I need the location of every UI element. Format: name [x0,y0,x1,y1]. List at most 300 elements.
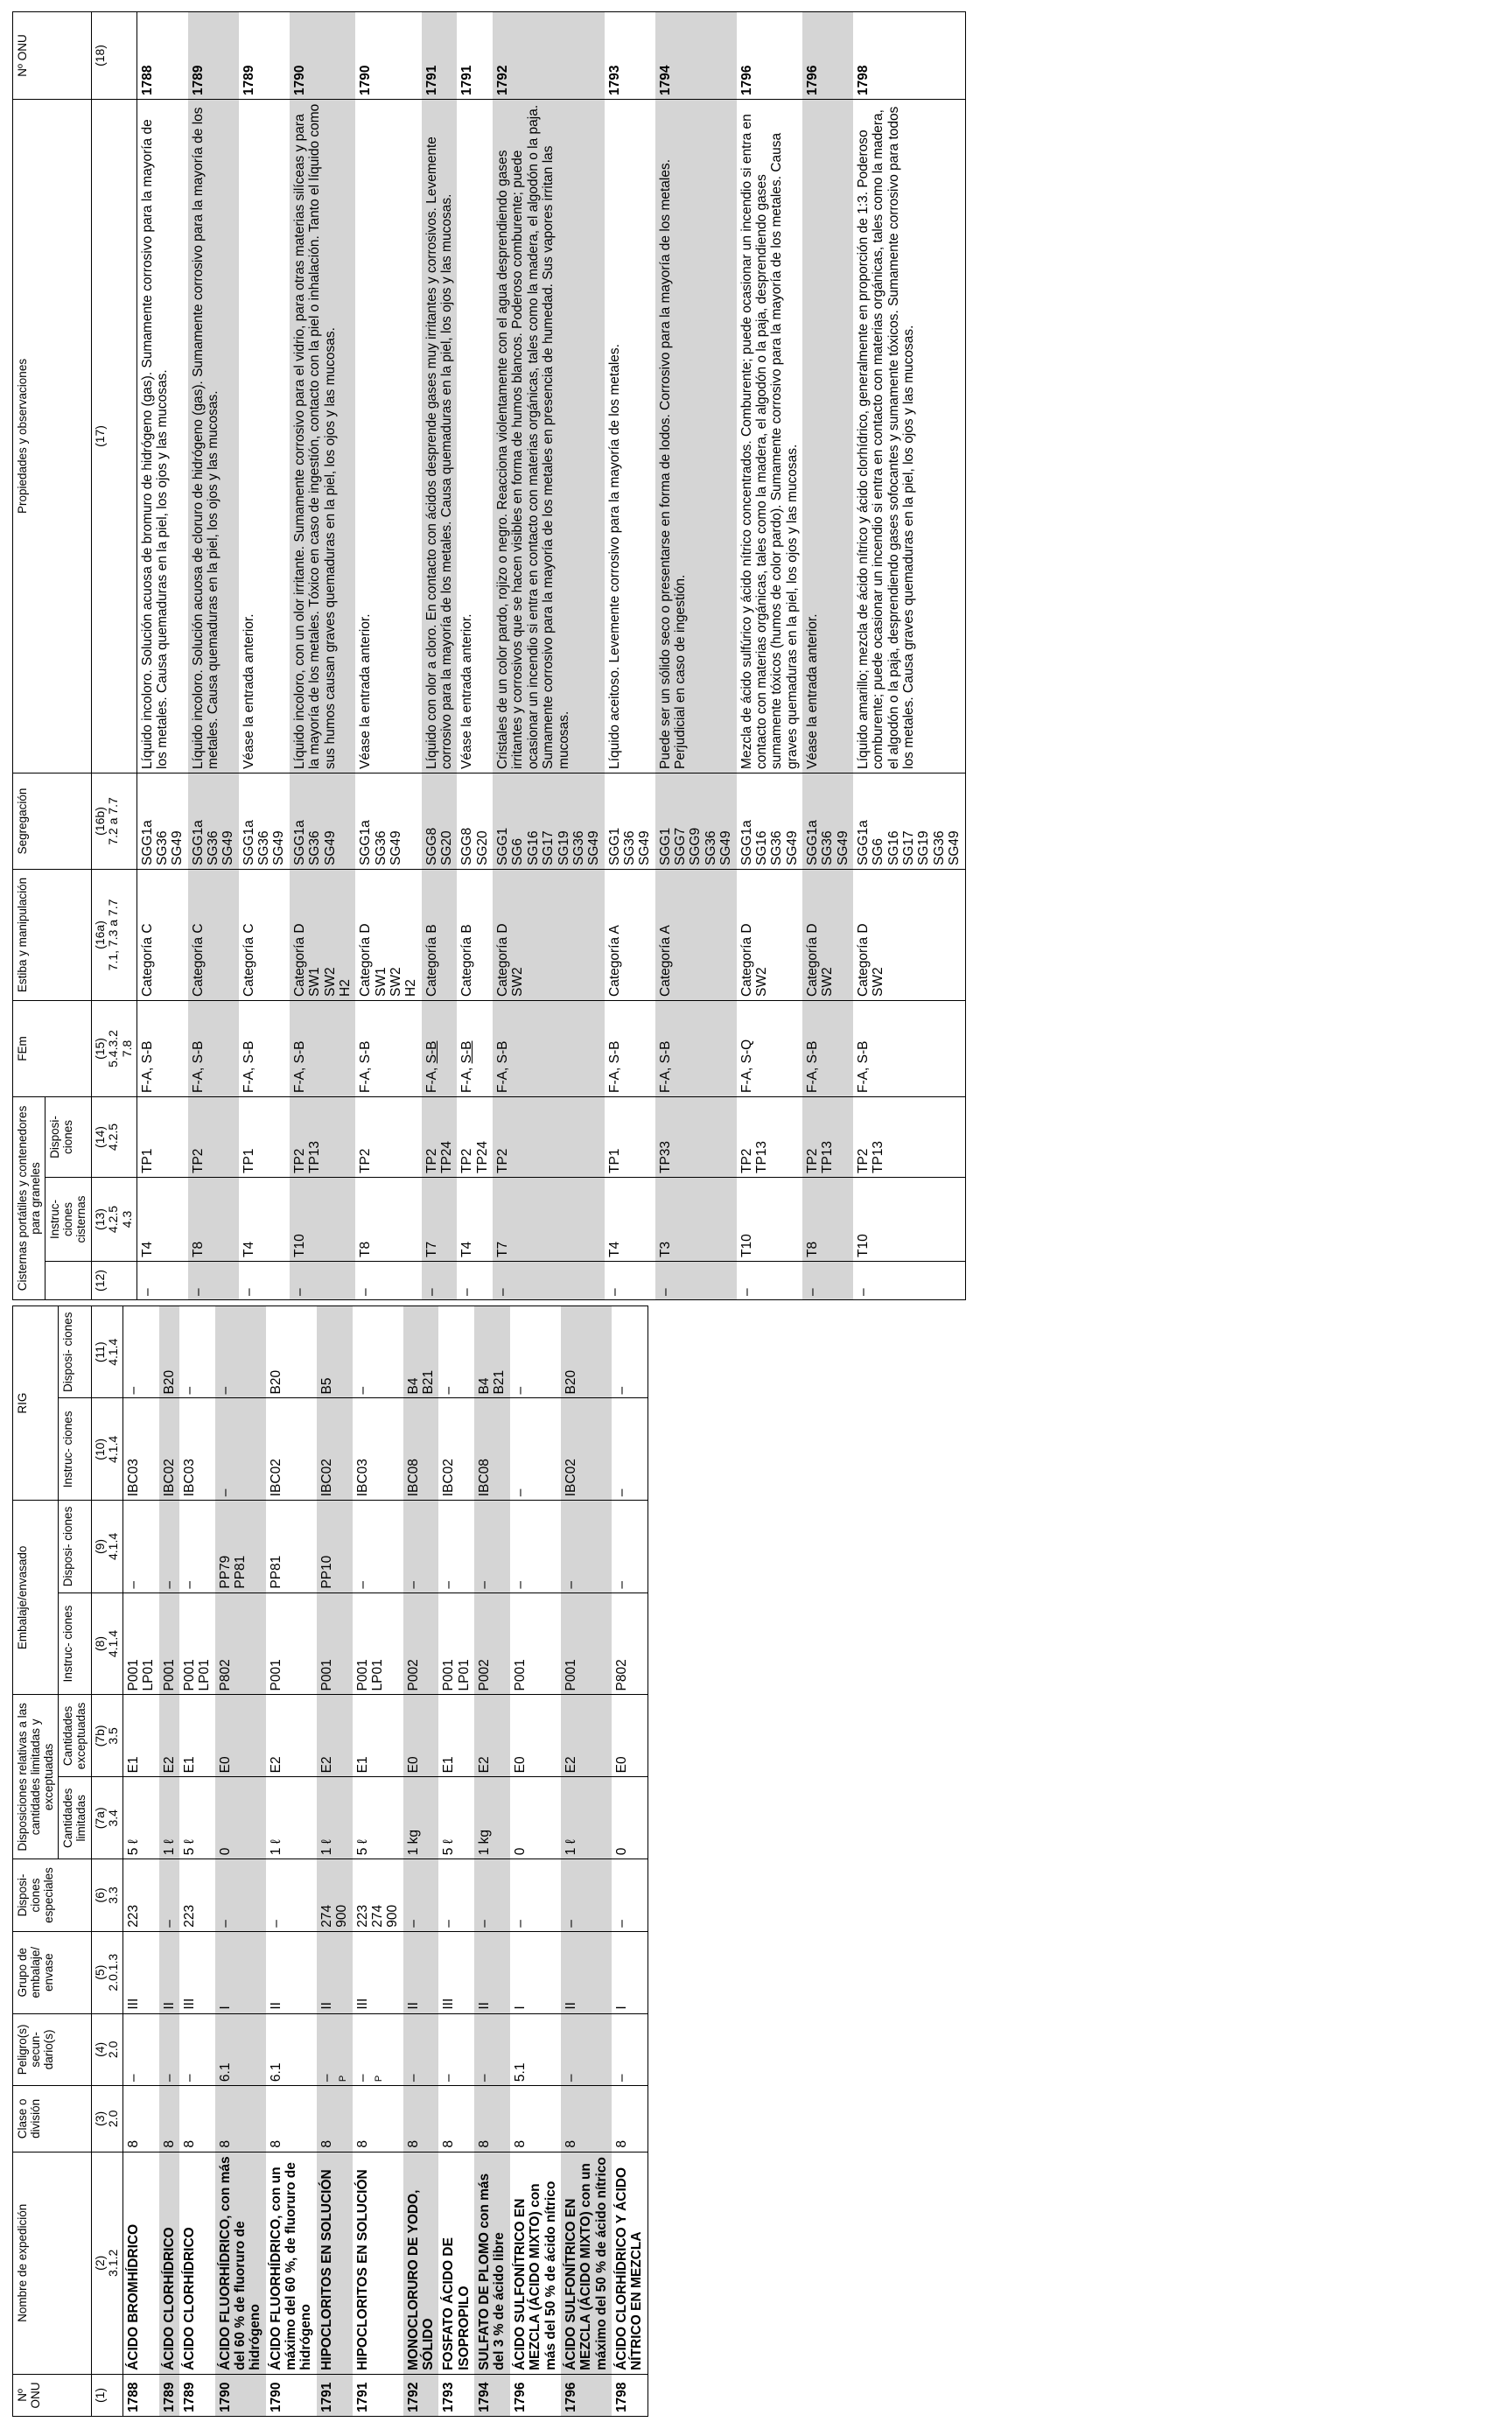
special-provisions: – [215,1859,266,1931]
ibc-instruction: – [215,1398,266,1501]
properties: Véase la entrada anterior. [457,99,493,773]
ems: F-A, S-B [853,1000,965,1096]
ibc-instruction: – [510,1398,561,1501]
limited-quantity: 5 ℓ [122,1777,158,1859]
stowage: Categoría D SW1 SW2 H2 [290,869,355,1000]
column-number: (13) 4.2.5 4.3 [91,1178,136,1262]
header-ibc-instructions: Instruc- ciones [59,1398,91,1501]
packing-provision: PP10 [317,1501,353,1592]
packing-instruction: P802 [612,1592,648,1695]
right-table-header [13,11,137,1299]
shipping-name: MONOCLORURO DE YODO, SÓLIDO [403,2152,439,2374]
properties: Véase la entrada anterior. [239,99,290,773]
packing-instruction: P001 LP01 [438,1592,474,1695]
ibc-instruction: IBC02 [317,1398,353,1501]
ems-code: S-B [606,1040,622,1064]
un-number-right: 1792 [493,11,605,99]
class: 8 [403,2086,439,2152]
un-number-right: 1791 [457,11,493,99]
segregation: SGG1 SGG7 SGG9 SG36 SG49 [655,773,737,869]
tank-provision: TP2 [188,1096,239,1177]
tank-instruction: T4 [457,1178,493,1262]
ems: F-A, S-B [493,1000,605,1096]
table-row [457,11,493,1299]
ems-code: S-B [190,1040,206,1064]
ibc-provision: – [179,1306,215,1398]
tank-instruction: T3 [655,1178,737,1262]
column-number: (15) 5.4.3.2 7.8 [91,1000,136,1096]
limited-quantity: 1 ℓ [266,1777,317,1859]
packing-group: I [510,1931,561,2013]
tank-provision: TP1 [136,1096,188,1177]
header-limited-quantities: Cantidades limitadas [59,1777,91,1859]
tank-provision: TP2 TP13 [737,1096,802,1177]
ems: F-A, S-B [188,1000,239,1096]
subsidiary-risk: 6.1 [266,2013,317,2085]
packing-provision: PP79 PP81 [215,1501,266,1592]
class: 8 [510,2086,561,2152]
packing-group: II [317,1931,353,2013]
col12: – [655,1262,737,1300]
properties: Líquido aceitoso. Levemente corrosivo para la mayoría de los metales. [605,99,655,773]
limited-quantity: 1 ℓ [159,1777,179,1859]
special-provisions: – [159,1859,179,1931]
packing-instruction: P001 [266,1592,317,1695]
tank-provision: TP2 TP24 [422,1096,458,1177]
ibc-provision: B20 [266,1306,317,1398]
packing-provision: – [561,1501,612,1592]
table-row [188,11,239,1299]
special-provisions: – [266,1859,317,1931]
tank-instruction: T8 [188,1178,239,1262]
special-provisions: – [438,1859,474,1931]
packing-instruction: P802 [215,1592,266,1695]
ibc-provision: B4 B21 [403,1306,439,1398]
special-provisions: – [403,1859,439,1931]
limited-quantity: 0 [510,1777,561,1859]
column-number: (5) 2.0.1.3 [91,1931,122,2013]
ibc-instruction: – [612,1398,648,1501]
ems: F-A, S-B [136,1000,188,1096]
shipping-name: ÁCIDO SULFONÍTRICO EN MEZCLA (ÁCIDO MIXTO) con más del 50 % de ácido nítrico [510,2152,561,2374]
col12: – [605,1262,655,1300]
limited-quantity: 5 ℓ [438,1777,474,1859]
shipping-name: ÁCIDO CLORHÍDRICO Y ÁCIDO NÍTRICO EN MEZCLA [612,2152,648,2374]
right-dangerous-goods-table [12,11,966,1300]
tank-provision: TP2 [493,1096,605,1177]
un-number-right: 1790 [355,11,421,99]
class: 8 [438,2086,474,2152]
ibc-provision: – [122,1306,158,1398]
table-row [655,11,737,1299]
ibc-instruction: IBC02 [266,1398,317,1501]
column-number: (7b) 3.5 [91,1695,122,1777]
limited-quantity: 1 ℓ [317,1777,353,1859]
column-number: (4) 2.0 [91,2013,122,2085]
packing-group: III [122,1931,158,2013]
stowage: Categoría C [239,869,290,1000]
shipping-name: ÁCIDO BROMHÍDRICO [122,2152,158,2374]
col12: – [422,1262,458,1300]
properties: Líquido incoloro. Solución acuosa de bromuro de hidrógeno (gas). Sumamente corrosivo para la mayoría de los metales. Causa quemaduras en la piel, los ojos y las mucosas. [136,99,188,773]
header-lq-group: Disposiciones relativas a las cantidades limitadas y exceptuadas [13,1695,59,1859]
segregation: SGG1a SG36 SG49 [802,773,853,869]
header-ibc: RIG [13,1306,59,1501]
packing-group: III [438,1931,474,2013]
packing-provision: – [353,1501,403,1592]
properties: Líquido con olor a cloro. En contacto con ácidos desprende gases muy irritantes y corrosivos. Levemente corrosivo para la mayoría de los metales. Causa quemaduras en la piel, los ojos y las mucosas. [422,99,458,773]
ibc-instruction: IBC08 [474,1398,510,1501]
shipping-name: ÁCIDO SULFONÍTRICO EN MEZCLA (ÁCIDO MIXTO) con un máximo del 50 % de ácido nítrico [561,2152,612,2374]
packing-group: II [474,1931,510,2013]
ems-code: S-B [459,1040,475,1064]
un-number-right: 1788 [136,11,188,99]
packing-provision: – [474,1501,510,1592]
un-number: 1794 [474,2374,510,2416]
segregation: SGG1a SG36 SG49 [355,773,421,869]
class: 8 [561,2086,612,2152]
excepted-quantity: E1 [353,1695,403,1777]
tank-provision: TP33 [655,1096,737,1177]
ems: F-A, S-B [655,1000,737,1096]
un-number: 1798 [612,2374,648,2416]
table-row [239,11,290,1299]
stowage: Categoría D SW2 [802,869,853,1000]
table-row [136,11,188,1299]
subsidiary-risk: – [403,2013,439,2085]
special-provisions: – [510,1859,561,1931]
packing-instruction: P001 LP01 [179,1592,215,1695]
ibc-instruction: IBC08 [403,1398,439,1501]
ibc-provision: – [353,1306,403,1398]
stowage: Categoría A [655,869,737,1000]
column-number: (11) 4.1.4 [91,1306,122,1398]
ems: F-A, S-B [605,1000,655,1096]
header-name: Nombre de expedición [13,2152,92,2374]
ibc-instruction: IBC03 [179,1398,215,1501]
segregation: SGG1a SG16 SG36 SG49 [737,773,802,869]
tank-instruction: T10 [853,1178,965,1262]
left-dangerous-goods-table [12,1306,648,2417]
marine-pollutant-mark: P [338,2075,349,2082]
tank-provision: TP2 TP13 [290,1096,355,1177]
header-excepted-quantities: Cantidades exceptuadas [59,1695,91,1777]
segregation: SGG1 SG6 SG16 SG17 SG19 SG36 SG49 [493,773,605,869]
column-number: (14) 4.2.5 [91,1096,136,1177]
un-number: 1790 [215,2374,266,2416]
tank-instruction: T4 [136,1178,188,1262]
un-number-right: 1794 [655,11,737,99]
ems: F-A, S-B [422,1000,458,1096]
packing-provision: – [612,1501,648,1592]
segregation: SGG1a SG36 SG49 [136,773,188,869]
shipping-name: ÁCIDO CLORHÍDRICO [159,2152,179,2374]
excepted-quantity: E1 [122,1695,158,1777]
header-special-provisions: Disposi- ciones especiales [13,1859,92,1931]
table-row [353,1306,403,2417]
class: 8 [353,2086,403,2152]
packing-provision: – [159,1501,179,1592]
table-row [122,1306,158,2417]
ems-code: S-B [358,1040,374,1064]
header-tank-provisions: Disposi- ciones [46,1096,91,1177]
column-number: (16b) 7.2 a 7.7 [91,773,136,869]
un-number-right: 1793 [605,11,655,99]
un-number-right: 1791 [422,11,458,99]
ibc-provision: B20 [159,1306,179,1398]
special-provisions: 223 274 900 [353,1859,403,1931]
tank-provision: TP2 TP13 [802,1096,853,1177]
packing-instruction: P002 [474,1592,510,1695]
un-number-right: 1789 [188,11,239,99]
tank-instruction: T10 [290,1178,355,1262]
shipping-name: FOSFATO ÁCIDO DE ISOPROPILO [438,2152,474,2374]
header-ibc-provisions: Disposi- ciones [59,1306,91,1398]
header-un: Nº ONU [13,2374,92,2416]
ems-code: S-B [424,1040,439,1064]
col12: – [136,1262,188,1300]
excepted-quantity: E2 [317,1695,353,1777]
packing-provision: – [510,1501,561,1592]
un-number: 1796 [510,2374,561,2416]
class: 8 [179,2086,215,2152]
tank-provision: TP1 [239,1096,290,1177]
table-row [853,11,965,1299]
tank-instruction: T7 [493,1178,605,1262]
segregation: SGG1a SG6 SG16 SG17 SG19 SG36 SG49 [853,773,965,869]
stowage: Categoría D SW2 [737,869,802,1000]
table-row [317,1306,353,2417]
stowage: Categoría D SW2 [493,869,605,1000]
tank-provision: TP1 [605,1096,655,1177]
tank-instruction: T4 [605,1178,655,1262]
class: 8 [266,2086,317,2152]
tank-provision: TP2 [355,1096,421,1177]
limited-quantity: 0 [215,1777,266,1859]
header-un-right: Nº ONU [13,11,92,99]
ems-code: S-B [291,1040,307,1064]
limited-quantity: 1 kg [403,1777,439,1859]
header-properties: Propiedades y observaciones [13,99,92,773]
stowage: Categoría B [422,869,458,1000]
class: 8 [215,2086,266,2152]
tank-instruction: T10 [737,1178,802,1262]
header-stowage: Estiba y manipulación [13,869,92,1000]
header-col12 [46,1262,91,1300]
packing-group: II [266,1931,317,2013]
table-row [474,1306,510,2417]
ibc-provision: B5 [317,1306,353,1398]
tank-instruction: T4 [239,1178,290,1262]
excepted-quantity: E1 [438,1695,474,1777]
header-class: Clase o división [13,2086,92,2152]
right-column-numbers [91,11,136,1299]
table-row [802,11,853,1299]
ibc-instruction: IBC03 [353,1398,403,1501]
ibc-provision: B4 B21 [474,1306,510,1398]
un-number: 1792 [403,2374,439,2416]
ibc-provision: B20 [561,1306,612,1398]
header-tank-instructions: Instruc- ciones cisternas [46,1178,91,1262]
un-number: 1789 [179,2374,215,2416]
column-number: (1) [91,2374,122,2416]
column-number: (12) [91,1262,136,1300]
ibc-instruction: IBC03 [122,1398,158,1501]
col12: – [737,1262,802,1300]
tank-instruction: T8 [355,1178,421,1262]
ems: F-A, S-B [457,1000,493,1096]
excepted-quantity: E2 [159,1695,179,1777]
packing-provision: – [403,1501,439,1592]
properties: Líquido amarillo; mezcla de ácido nítrico y ácido clorhídrico, generalmente en proporción de 1:3. Poderoso comburente; puede ocasionar un incendio si entra en contacto con materias orgánicas, tales como la madera, el algodón o la paja, desprendiendo gases sofocantes y sumamente tóxicos. Sumamente corrosivo para todos los metales. Causa graves quemaduras en la piel, los ojos y las mucosas. [853,99,965,773]
class: 8 [159,2086,179,2152]
column-number: (6) 3.3 [91,1859,122,1931]
class: 8 [317,2086,353,2152]
segregation: SGG1 SG36 SG49 [605,773,655,869]
table-row [159,1306,179,2417]
stowage: Categoría C [136,869,188,1000]
properties: Mezcla de ácido sulfúrico y ácido nítrico concentrados. Comburente; puede ocasionar un incendio si entra en contacto con materias orgánicas, tales como la madera, el algodón o la paja, desprendiendo gases sumamente tóxicos (humos de color pardo). Sumamente corrosivo para la mayoría de los metales. Causa graves quemaduras en la piel, los ojos y las mucosas. [737,99,802,773]
properties: Puede ser un sólido seco o presentarse en forma de lodos. Corrosivo para la mayoría de los metales. Perjudicial en caso de ingestión. [655,99,737,773]
table-row [266,1306,317,2417]
excepted-quantity: E0 [612,1695,648,1777]
table-row [179,1306,215,2417]
stowage: Categoría C [188,869,239,1000]
limited-quantity: 0 [612,1777,648,1859]
segregation: SGG8 SG20 [457,773,493,869]
column-number: (8) 4.1.4 [91,1592,122,1695]
header-packing: Embalaje/envasado [13,1501,59,1695]
col12: – [802,1262,853,1300]
special-provisions: 223 [122,1859,158,1931]
excepted-quantity: E0 [403,1695,439,1777]
subsidiary-risk: 6.1 [215,2013,266,2085]
header-segregation: Segregación [13,773,92,869]
excepted-quantity: E2 [561,1695,612,1777]
shipping-name: SULFATO DE PLOMO con más del 3 % de ácido libre [474,2152,510,2374]
subsidiary-risk: – [474,2013,510,2085]
table-row [605,11,655,1299]
column-number: (17) [91,99,136,773]
tank-instruction: T7 [422,1178,458,1262]
special-provisions: – [612,1859,648,1931]
packing-instruction: P001 [561,1592,612,1695]
limited-quantity: 5 ℓ [179,1777,215,1859]
shipping-name: HIPOCLORITOS EN SOLUCIÓN [353,2152,403,2374]
col12: – [457,1262,493,1300]
un-number-right: 1798 [853,11,965,99]
stowage: Categoría A [605,869,655,1000]
packing-provision: – [438,1501,474,1592]
stowage: Categoría D SW1 SW2 H2 [355,869,421,1000]
header-subsidiary: Peligro(s) secun- dario(s) [13,2013,92,2085]
column-number: (7a) 3.4 [91,1777,122,1859]
packing-provision: PP81 [266,1501,317,1592]
excepted-quantity: E0 [510,1695,561,1777]
shipping-name: ÁCIDO CLORHÍDRICO [179,2152,215,2374]
un-number: 1793 [438,2374,474,2416]
class: 8 [474,2086,510,2152]
ems: F-A, S-B [239,1000,290,1096]
left-table-header [13,1306,123,2417]
table-row [438,1306,474,2417]
properties: Líquido incoloro. Solución acuosa de cloruro de hidrógeno (gas). Sumamente corrosivo para la mayoría de los metales. Causa quemaduras en la piel, los ojos y las mucosas. [188,99,239,773]
table-row [215,1306,266,2417]
ibc-instruction: IBC02 [438,1398,474,1501]
ems: F-A, S-B [290,1000,355,1096]
segregation: SGG1a SG36 SG49 [188,773,239,869]
un-number-right: 1790 [290,11,355,99]
limited-quantity: 1 kg [474,1777,510,1859]
table-row [612,1306,648,2417]
ibc-provision: – [215,1306,266,1398]
header-packing-provisions: Disposi- ciones [59,1501,91,1592]
header-tanks-group: Cisternas portátiles y contenedores para graneles [13,1096,46,1299]
packing-group: II [561,1931,612,2013]
table-row [422,11,458,1299]
ibc-instruction: IBC02 [159,1398,179,1501]
col12: – [290,1262,355,1300]
ems-code: S-B [804,1040,820,1064]
subsidiary-risk: – [612,2013,648,2085]
subsidiary-risk: – [179,2013,215,2085]
header-packing-group: Grupo de embalaje/ envase [13,1931,92,2013]
excepted-quantity: E0 [215,1695,266,1777]
properties: Líquido incoloro, con un olor irritante. Sumamente corrosivo para el vidrio, para otras materias silíceas y para la mayoría de los metales. Tóxico en caso de ingestión, contacto con la piel o inhalación. Tanto el líquido como sus humos causan graves quemaduras en la piel, los ojos y las mucosas. [290,99,355,773]
packing-group: III [179,1931,215,2013]
table-row [737,11,802,1299]
un-number: 1790 [266,2374,317,2416]
special-provisions: 274 900 [317,1859,353,1931]
ibc-provision: – [510,1306,561,1398]
left-table-body [122,1306,648,2417]
ems-code: S-B [657,1040,673,1064]
properties: Véase la entrada anterior. [802,99,853,773]
right-table-body [136,11,965,1299]
ems: F-A, S-B [802,1000,853,1096]
un-number: 1791 [353,2374,403,2416]
subsidiary-risk: – [438,2013,474,2085]
packing-group: I [612,1931,648,2013]
col12: – [239,1262,290,1300]
tank-provision: TP2 TP24 [457,1096,493,1177]
packing-instruction: P002 [403,1592,439,1695]
special-provisions: – [561,1859,612,1931]
ems-code: S-B [856,1040,872,1064]
shipping-name: ÁCIDO FLUORHÍDRICO, con un máximo del 60 %, de fluoruro de hidrógeno [266,2152,317,2374]
ibc-provision: – [438,1306,474,1398]
ems-code: S-B [139,1040,155,1064]
ems-code: S-B [241,1040,256,1064]
subsidiary-risk: – [561,2013,612,2085]
shipping-name: ÁCIDO FLUORHÍDRICO, con más del 60 % de fluoruro de hidrógeno [215,2152,266,2374]
segregation: SGG1a SG36 SG49 [290,773,355,869]
properties: Cristales de un color pardo, rojizo o negro. Reacciona violentamente con el agua desprendiendo gases irritantes y corrosivos que se hacen visibles en forma de humos blancos. Poderoso comburente; puede ocasionar un incendio si entra en contacto con materias orgánicas, tales como la madera, el algodón o la paja. Sumamente corrosivo para la mayoría de los metales en presencia de humedad. Sus vapores irritan las mucosas. [493,99,605,773]
table-row [403,1306,439,2417]
column-number: (9) 4.1.4 [91,1501,122,1592]
col12: – [355,1262,421,1300]
un-number: 1791 [317,2374,353,2416]
limited-quantity: 5 ℓ [353,1777,403,1859]
left-column-numbers [91,1306,122,2417]
packing-provision: – [179,1501,215,1592]
subsidiary-risk: – P [317,2013,353,2085]
packing-provision: – [122,1501,158,1592]
limited-quantity: 1 ℓ [561,1777,612,1859]
subsidiary-risk: – [159,2013,179,2085]
ems-code: S-B [495,1040,511,1064]
excepted-quantity: E1 [179,1695,215,1777]
